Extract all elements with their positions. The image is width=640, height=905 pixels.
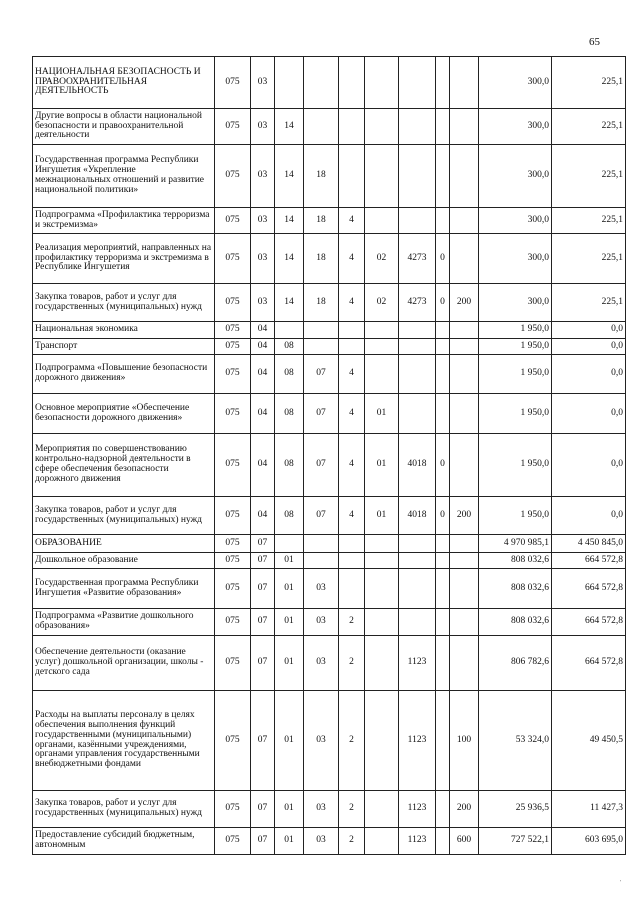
- cell-sum1: 1 950,0: [479, 355, 552, 394]
- table-row: [33, 339, 626, 355]
- cell-c3: [365, 355, 399, 394]
- cell-rz: 03: [251, 284, 275, 322]
- cell-c1: 07: [304, 394, 339, 434]
- cell-sum1: 1 950,0: [479, 339, 552, 355]
- cell-c1: 07: [304, 497, 339, 535]
- cell-c3: [365, 109, 399, 145]
- cell-ved: 075: [215, 355, 251, 394]
- cell-pr: 08: [275, 434, 304, 497]
- cell-vr: [450, 208, 479, 234]
- cell-c4: [399, 394, 436, 434]
- cell-vr: 200: [450, 791, 479, 828]
- cell-rz: 07: [251, 828, 275, 855]
- cell-rz: 07: [251, 609, 275, 636]
- cell-c4: [399, 355, 436, 394]
- cell-sum2: 0,0: [552, 434, 626, 497]
- cell-vr: [450, 434, 479, 497]
- cell-rz: 04: [251, 497, 275, 535]
- cell-sum2: 664 572,8: [552, 636, 626, 691]
- cell-pr: [275, 535, 304, 553]
- cell-sum2: 11 427,3: [552, 791, 626, 828]
- cell-vr: [450, 145, 479, 208]
- cell-sum1: 53 324,0: [479, 691, 552, 791]
- cell-sum1: 727 522,1: [479, 828, 552, 855]
- cell-sum2: 0,0: [552, 355, 626, 394]
- cell-c3: 01: [365, 434, 399, 497]
- cell-c5: [436, 355, 450, 394]
- cell-pr: 14: [275, 145, 304, 208]
- cell-c5: 0: [436, 284, 450, 322]
- cell-sum1: 4 970 985,1: [479, 535, 552, 553]
- cell-c4: 4018: [399, 497, 436, 535]
- cell-ved: 075: [215, 691, 251, 791]
- cell-c4: [399, 609, 436, 636]
- cell-sum2: 0,0: [552, 394, 626, 434]
- cell-c2: [339, 339, 365, 355]
- table-row: [33, 284, 626, 322]
- cell-vr: [450, 553, 479, 569]
- table-row: [33, 322, 626, 339]
- cell-c2: 2: [339, 828, 365, 855]
- cell-c4: 1123: [399, 691, 436, 791]
- table-row: [33, 57, 626, 109]
- cell-c1: [304, 322, 339, 339]
- cell-name: Подпрограмма «Профилактика терроризма и экстремизма»: [33, 208, 215, 234]
- cell-c5: [436, 109, 450, 145]
- cell-sum1: 300,0: [479, 234, 552, 284]
- cell-c2: [339, 569, 365, 609]
- cell-c2: 2: [339, 691, 365, 791]
- cell-c3: 01: [365, 394, 399, 434]
- cell-name: Подпрограмма «Повышение безопасности дорожного движения»: [33, 355, 215, 394]
- cell-ved: 075: [215, 394, 251, 434]
- cell-c5: [436, 791, 450, 828]
- cell-sum1: 25 936,5: [479, 791, 552, 828]
- cell-rz: 03: [251, 208, 275, 234]
- cell-ved: 075: [215, 434, 251, 497]
- cell-c1: 18: [304, 145, 339, 208]
- cell-c5: [436, 57, 450, 109]
- cell-ved: 075: [215, 109, 251, 145]
- cell-c1: [304, 339, 339, 355]
- cell-vr: 100: [450, 691, 479, 791]
- cell-sum2: 664 572,8: [552, 553, 626, 569]
- cell-c2: 4: [339, 497, 365, 535]
- cell-sum2: 0,0: [552, 339, 626, 355]
- cell-pr: 01: [275, 691, 304, 791]
- cell-c3: [365, 691, 399, 791]
- cell-sum2: 49 450,5: [552, 691, 626, 791]
- cell-vr: [450, 394, 479, 434]
- cell-name: Другие вопросы в области национальной безопасности и правоохранительной деятельности: [33, 109, 215, 145]
- cell-c3: 01: [365, 497, 399, 535]
- cell-sum2: 0,0: [552, 497, 626, 535]
- cell-name: Закупка товаров, работ и услуг для государственных (муниципальных) нужд: [33, 791, 215, 828]
- cell-name: Подпрограмма «Развитие дошкольного образования»: [33, 609, 215, 636]
- page-number: 65: [589, 36, 600, 48]
- cell-ved: 075: [215, 609, 251, 636]
- cell-c4: [399, 339, 436, 355]
- cell-rz: 03: [251, 145, 275, 208]
- cell-rz: 04: [251, 322, 275, 339]
- cell-vr: 600: [450, 828, 479, 855]
- cell-c1: [304, 109, 339, 145]
- table-row: [33, 434, 626, 497]
- cell-name: НАЦИОНАЛЬНАЯ БЕЗОПАСНОСТЬ И ПРАВООХРАНИТЕЛЬНАЯ ДЕЯТЕЛЬНОСТЬ: [33, 57, 215, 109]
- cell-pr: [275, 57, 304, 109]
- cell-ved: 075: [215, 636, 251, 691]
- cell-ved: 075: [215, 145, 251, 208]
- cell-pr: 01: [275, 569, 304, 609]
- cell-c3: [365, 535, 399, 553]
- cell-rz: 07: [251, 691, 275, 791]
- cell-c1: 18: [304, 234, 339, 284]
- cell-sum1: 300,0: [479, 145, 552, 208]
- cell-pr: 08: [275, 394, 304, 434]
- cell-c4: 1123: [399, 791, 436, 828]
- cell-vr: [450, 57, 479, 109]
- cell-c2: 2: [339, 791, 365, 828]
- cell-pr: [275, 322, 304, 339]
- cell-c3: 02: [365, 234, 399, 284]
- cell-ved: 075: [215, 57, 251, 109]
- cell-rz: 07: [251, 535, 275, 553]
- cell-sum1: 1 950,0: [479, 394, 552, 434]
- cell-c1: 03: [304, 828, 339, 855]
- cell-pr: 14: [275, 208, 304, 234]
- cell-vr: [450, 339, 479, 355]
- cell-rz: 07: [251, 569, 275, 609]
- cell-c3: [365, 609, 399, 636]
- cell-c3: [365, 322, 399, 339]
- cell-c3: [365, 569, 399, 609]
- table-row: [33, 394, 626, 434]
- cell-pr: 14: [275, 109, 304, 145]
- cell-c3: [365, 145, 399, 208]
- cell-c3: [365, 208, 399, 234]
- cell-c2: [339, 57, 365, 109]
- cell-c4: [399, 569, 436, 609]
- cell-c4: [399, 553, 436, 569]
- cell-c2: [339, 145, 365, 208]
- table-row: [33, 535, 626, 553]
- cell-rz: 03: [251, 57, 275, 109]
- cell-vr: [450, 569, 479, 609]
- cell-c5: [436, 636, 450, 691]
- cell-vr: 200: [450, 497, 479, 535]
- cell-rz: 04: [251, 394, 275, 434]
- cell-c3: 02: [365, 284, 399, 322]
- cell-sum1: 1 950,0: [479, 497, 552, 535]
- table-row: [33, 208, 626, 234]
- cell-sum2: 0,0: [552, 322, 626, 339]
- cell-pr: 01: [275, 828, 304, 855]
- cell-rz: 07: [251, 553, 275, 569]
- cell-c2: [339, 109, 365, 145]
- cell-ved: 075: [215, 234, 251, 284]
- cell-sum2: 225,1: [552, 57, 626, 109]
- cell-sum1: 300,0: [479, 109, 552, 145]
- cell-c5: [436, 339, 450, 355]
- cell-c4: [399, 57, 436, 109]
- cell-c4: [399, 109, 436, 145]
- cell-c5: [436, 691, 450, 791]
- cell-rz: 07: [251, 636, 275, 691]
- cell-sum1: 1 950,0: [479, 434, 552, 497]
- cell-ved: 075: [215, 569, 251, 609]
- cell-c1: 07: [304, 434, 339, 497]
- cell-c1: [304, 535, 339, 553]
- cell-c1: 03: [304, 791, 339, 828]
- cell-c5: [436, 569, 450, 609]
- cell-c1: [304, 57, 339, 109]
- cell-c4: [399, 322, 436, 339]
- cell-sum2: 664 572,8: [552, 609, 626, 636]
- cell-c5: [436, 535, 450, 553]
- cell-name: ОБРАЗОВАНИЕ: [33, 535, 215, 553]
- cell-c4: 1123: [399, 828, 436, 855]
- cell-c1: 03: [304, 636, 339, 691]
- cell-c2: 4: [339, 355, 365, 394]
- cell-pr: 01: [275, 553, 304, 569]
- cell-c3: [365, 791, 399, 828]
- cell-c3: [365, 57, 399, 109]
- cell-name: Предоставление субсидий бюджетным, автономным: [33, 828, 215, 855]
- cell-sum1: 806 782,6: [479, 636, 552, 691]
- cell-name: Реализация мероприятий, направленных на профилактику терроризма и экстремизма в Республике Ингушетия: [33, 234, 215, 284]
- table-row: [33, 234, 626, 284]
- cell-c3: [365, 828, 399, 855]
- cell-c1: 18: [304, 284, 339, 322]
- cell-name: Государственная программа Республики Ингушетия «Укрепление межнациональных отношений и развитие национальной политики»: [33, 145, 215, 208]
- cell-c1: 18: [304, 208, 339, 234]
- cell-c4: 4018: [399, 434, 436, 497]
- cell-sum2: 225,1: [552, 284, 626, 322]
- cell-pr: 01: [275, 609, 304, 636]
- cell-c4: [399, 145, 436, 208]
- cell-ved: 075: [215, 284, 251, 322]
- cell-c2: 4: [339, 234, 365, 284]
- cell-pr: 14: [275, 234, 304, 284]
- scan-mark: ': [620, 880, 622, 886]
- cell-c2: 4: [339, 394, 365, 434]
- cell-pr: 01: [275, 791, 304, 828]
- cell-name: Национальная экономика: [33, 322, 215, 339]
- table-row: [33, 145, 626, 208]
- table-row: [33, 553, 626, 569]
- cell-c5: [436, 828, 450, 855]
- cell-c5: [436, 553, 450, 569]
- cell-vr: 200: [450, 284, 479, 322]
- table-row: [33, 691, 626, 791]
- cell-sum1: 808 032,6: [479, 569, 552, 609]
- cell-c1: 03: [304, 609, 339, 636]
- table-row: [33, 355, 626, 394]
- cell-sum2: 225,1: [552, 109, 626, 145]
- cell-name: Мероприятия по совершенствованию контрольно-надзорной деятельности в сфере обеспечения безопасности дорожного движения: [33, 434, 215, 497]
- cell-sum1: 808 032,6: [479, 609, 552, 636]
- table-row: [33, 497, 626, 535]
- cell-c3: [365, 339, 399, 355]
- cell-ved: 075: [215, 553, 251, 569]
- cell-c5: 0: [436, 497, 450, 535]
- cell-c3: [365, 553, 399, 569]
- cell-name: Транспорт: [33, 339, 215, 355]
- cell-ved: 075: [215, 497, 251, 535]
- cell-sum1: 1 950,0: [479, 322, 552, 339]
- cell-name: Закупка товаров, работ и услуг для государственных (муниципальных) нужд: [33, 284, 215, 322]
- cell-ved: 075: [215, 535, 251, 553]
- cell-c3: [365, 636, 399, 691]
- cell-name: Закупка товаров, работ и услуг для государственных (муниципальных) нужд: [33, 497, 215, 535]
- cell-c4: [399, 208, 436, 234]
- cell-name: Государственная программа Республики Ингушетия «Развитие образования»: [33, 569, 215, 609]
- table-row: [33, 791, 626, 828]
- cell-sum1: 300,0: [479, 208, 552, 234]
- cell-sum2: 225,1: [552, 208, 626, 234]
- cell-c5: [436, 208, 450, 234]
- cell-c4: [399, 535, 436, 553]
- cell-pr: 01: [275, 636, 304, 691]
- cell-c5: 0: [436, 434, 450, 497]
- cell-c5: [436, 322, 450, 339]
- cell-rz: 04: [251, 434, 275, 497]
- cell-c2: 2: [339, 636, 365, 691]
- cell-vr: [450, 355, 479, 394]
- cell-c5: 0: [436, 234, 450, 284]
- cell-name: Дошкольное образование: [33, 553, 215, 569]
- cell-rz: 03: [251, 109, 275, 145]
- cell-ved: 075: [215, 339, 251, 355]
- cell-sum1: 300,0: [479, 284, 552, 322]
- cell-ved: 075: [215, 322, 251, 339]
- cell-pr: 08: [275, 339, 304, 355]
- cell-c1: [304, 553, 339, 569]
- table-row: [33, 569, 626, 609]
- cell-c2: 4: [339, 284, 365, 322]
- table-row: [33, 609, 626, 636]
- cell-vr: [450, 535, 479, 553]
- cell-c2: 2: [339, 609, 365, 636]
- cell-c5: [436, 394, 450, 434]
- table-row: [33, 109, 626, 145]
- cell-c5: [436, 145, 450, 208]
- cell-c1: 07: [304, 355, 339, 394]
- cell-vr: [450, 234, 479, 284]
- cell-c4: 4273: [399, 284, 436, 322]
- cell-rz: 07: [251, 791, 275, 828]
- cell-c5: [436, 609, 450, 636]
- cell-sum2: 225,1: [552, 234, 626, 284]
- cell-vr: [450, 109, 479, 145]
- cell-vr: [450, 322, 479, 339]
- cell-sum2: 664 572,8: [552, 569, 626, 609]
- cell-ved: 075: [215, 208, 251, 234]
- cell-c2: [339, 553, 365, 569]
- cell-sum2: 603 695,0: [552, 828, 626, 855]
- cell-c4: 4273: [399, 234, 436, 284]
- cell-c2: [339, 535, 365, 553]
- cell-sum1: 808 032,6: [479, 553, 552, 569]
- cell-rz: 04: [251, 339, 275, 355]
- cell-c1: 03: [304, 691, 339, 791]
- cell-sum2: 225,1: [552, 145, 626, 208]
- cell-c2: 4: [339, 434, 365, 497]
- cell-name: Обеспечение деятельности (оказание услуг) дошкольной организации, школы - детского сада: [33, 636, 215, 691]
- cell-sum1: 300,0: [479, 57, 552, 109]
- cell-vr: [450, 636, 479, 691]
- cell-pr: 14: [275, 284, 304, 322]
- table-row: [33, 636, 626, 691]
- cell-c1: 03: [304, 569, 339, 609]
- cell-rz: 04: [251, 355, 275, 394]
- cell-name: Основное мероприятие «Обеспечение безопасности дорожного движения»: [33, 394, 215, 434]
- cell-pr: 08: [275, 355, 304, 394]
- cell-c4: 1123: [399, 636, 436, 691]
- cell-ved: 075: [215, 828, 251, 855]
- cell-c2: 4: [339, 208, 365, 234]
- cell-sum2: 4 450 845,0: [552, 535, 626, 553]
- budget-table: [32, 56, 626, 855]
- cell-ved: 075: [215, 791, 251, 828]
- cell-c2: [339, 322, 365, 339]
- cell-vr: [450, 609, 479, 636]
- cell-rz: 03: [251, 234, 275, 284]
- cell-pr: 08: [275, 497, 304, 535]
- table-row: [33, 828, 626, 855]
- cell-name: Расходы на выплаты персоналу в целях обеспечения выполнения функций государственными (муниципальными) органами, казёнными учреждениями, органами управления государственными внебюджетными фондами: [33, 691, 215, 791]
